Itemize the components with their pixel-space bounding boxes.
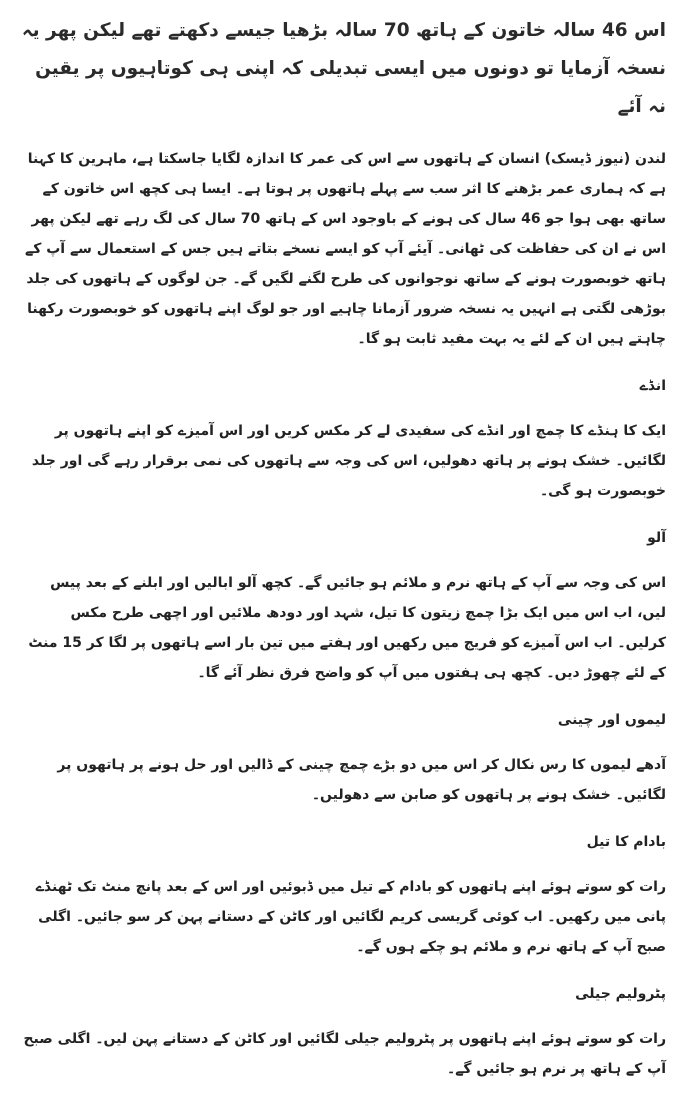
section-heading-almond-oil: بادام کا تیل	[586, 834, 666, 850]
section-body-lemon-sugar: آدھے لیموں کا رس نکال کر اس میں دو بڑے چمچ چینی کے ڈالیں اور حل ہونے پر ہاتھوں پر لگائیں۔ خشک ہونے پر ہاتھوں کو صابن سے دھولیں۔	[57, 757, 666, 803]
section-body-eggs: ایک کا ہنڈے کا چمچ اور انڈے کی سفیدی لے کر مکس کریں اور اس آمیزے کو اپنے ہاتھوں پر لگائیں۔ خشک ہونے پر ہاتھ دھولیں، اس کی وجہ سے ہاتھوں کی نمی برقرار رہے گی اور جلد خوبصورت ہو گی۔	[31, 423, 666, 499]
section-body-petroleum-jelly: رات کو سوتے ہوئے اپنے ہاتھوں پر پٹرولیم جیلی لگائیں اور کاٹن کے دستانے پہن لیں۔ اگلی صبح آپ کے ہاتھ پر نرم ہو جائیں گے۔	[23, 1031, 666, 1077]
section-body-almond-oil: رات کو سوتے ہوئے اپنے ہاتھوں کو بادام کے تیل میں ڈبوئیں اور اس کے بعد پانچ منٹ تک ٹھنڈے پانی میں رکھیں۔ اب کوئی گریسی کریم لگائیں اور کاٹن کے دستانے پہن کر سو جائیں۔ اگلی صبح آپ کے ہاتھ نرم و ملائم ہو چکے ہوں گے۔	[35, 879, 666, 955]
article-intro-paragraph: لندن (نیوز ڈیسک) انسان کے ہاتھوں سے اس کی عمر کا اندازہ لگایا جاسکتا ہے، ماہرین کا کہنا ہے کہ ہماری عمر بڑھنے کا اثر سب سے پہلے ہاتھوں پر ہوتا ہے۔ ایسا ہی کچھ اس خاتون کے ساتھ بھی ہوا جو 46 سال کی ہونے کے باوجود اس کے ہاتھ 70 سال کی لگ رہے تھے لیکن پھر اس نے ان کی حفاظت کی ٹھانی۔ آیئے آپ کو ایسے نسخے بتاتے ہیں جس کے استعمال سے آپ کے ہاتھ خوبصورت ہونے کے ساتھ نوجوانوں کی طرح لگنے لگیں گے۔ جن لوگوں کے ہاتھوں کی جلد بوڑھی لگتی ہے انہیں یہ نسخہ ضرور آزمانا چاہیے اور جو لوگ اپنے ہاتھوں کو خوبصورت رکھنا چاہتے ہیں ان کے لئے یہ بہت مفید ثابت ہو گا۔	[25, 151, 666, 347]
section-heading-petroleum-jelly: پٹرولیم جیلی	[575, 986, 666, 1002]
article-headline: اس 46 سالہ خاتون کے ہاتھ 70 سالہ بڑھیا جیسے دکھتے تھے لیکن پھر یہ نسخہ آزمایا تو دونوں میں ایسی تبدیلی کہ اپنی ہی کوتاہیوں پر یقین نہ آئے	[21, 20, 666, 117]
section-heading-eggs: انڈے	[639, 378, 666, 394]
section-heading-potato: آلو	[647, 530, 666, 546]
section-body-potato: اس کی وجہ سے آپ کے ہاتھ نرم و ملائم ہو جائیں گے۔ کچھ آلو ابالیں اور ابلنے کے بعد پیس لیں، اب اس میں ایک بڑا چمچ زیتون کا تیل، شہد اور دودھ ملائیں اور اچھی طرح مکس کرلیں۔ اب اس آمیزے کو فریج میں رکھیں اور ہفتے میں تین بار اسے ہاتھوں پر لگا کر 15 منٹ کے لئے چھوڑ دیں۔ کچھ ہی ہفتوں میں آپ کو واضح فرق نظر آئے گا۔	[28, 575, 666, 681]
section-heading-lemon-sugar: لیموں اور چینی	[557, 712, 666, 728]
